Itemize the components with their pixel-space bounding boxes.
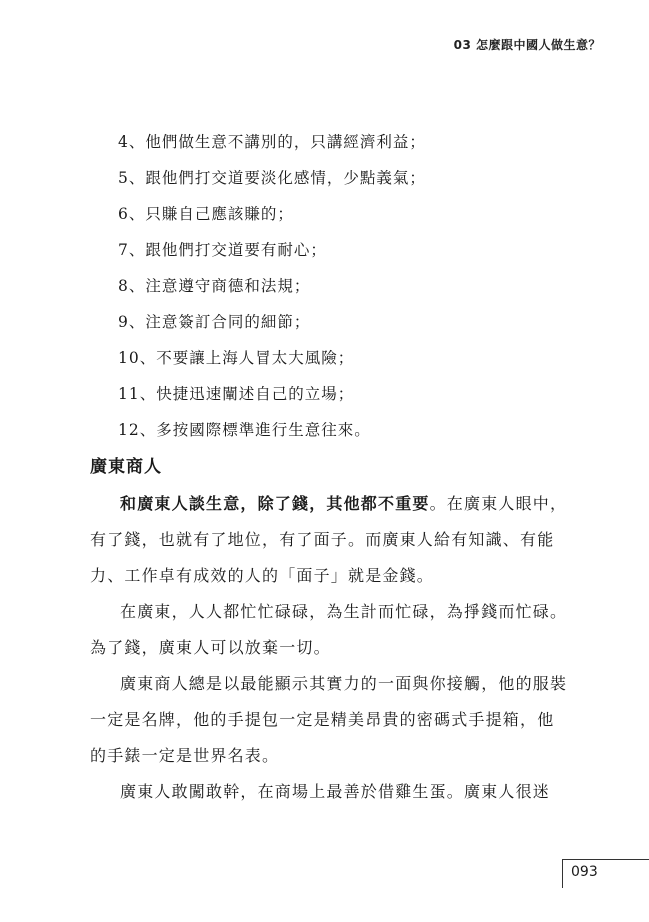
paragraph-line: 在廣東，人人都忙忙碌碌，為生計而忙碌，為掙錢而忙碌。 <box>120 602 568 621</box>
paragraph-line: 的手錶一定是世界名表。 <box>90 746 280 765</box>
paragraph-line: 廣東人敢闖敢幹，在商場上最善於借雞生蛋。廣東人很迷 <box>120 782 551 801</box>
list-item: 10、不要讓上海人冒太大風險； <box>118 349 355 367</box>
paragraph-line: 有了錢，也就有了地位，有了面子。而廣東人給有知識、有能 <box>90 530 555 549</box>
paragraph-line: 力、工作卓有成效的人的「面子」就是金錢。 <box>90 566 435 585</box>
list-item: 8、注意遵守商德和法規； <box>118 277 311 295</box>
paragraph-line: 為了錢，廣東人可以放棄一切。 <box>90 638 331 657</box>
list-item: 9、注意簽訂合同的細節； <box>118 313 311 331</box>
list-item: 12、多按國際標準進行生意往來。 <box>118 421 371 439</box>
list-item: 6、只賺自己應該賺的； <box>118 205 294 223</box>
section-heading: 廣東商人 <box>90 457 162 477</box>
list-item: 5、跟他們打交道要淡化感情，少點義氣； <box>118 169 426 187</box>
paragraph-text: 。在廣東人眼中， <box>429 494 568 513</box>
running-header: 03 怎麼跟中國人做生意？ <box>453 38 601 52</box>
paragraph-line <box>90 486 572 522</box>
body-text <box>90 486 572 810</box>
list-item: 4、他們做生意不講別的，只講經濟利益； <box>118 133 426 151</box>
emphasis-text: 和廣東人談生意，除了錢，其他都不重要 <box>120 494 430 513</box>
page-number-box <box>562 859 649 888</box>
numbered-list <box>118 124 426 448</box>
list-item: 7、跟他們打交道要有耐心； <box>118 241 327 259</box>
page-number: 093 <box>571 864 598 880</box>
paragraph-line: 廣東商人總是以最能顯示其實力的一面與你接觸，他的服裝 <box>120 674 568 693</box>
paragraph-line: 一定是名牌，他的手提包一定是精美昂貴的密碼式手提箱，他 <box>90 710 555 729</box>
list-item: 11、快捷迅速闡述自己的立場； <box>118 385 355 403</box>
